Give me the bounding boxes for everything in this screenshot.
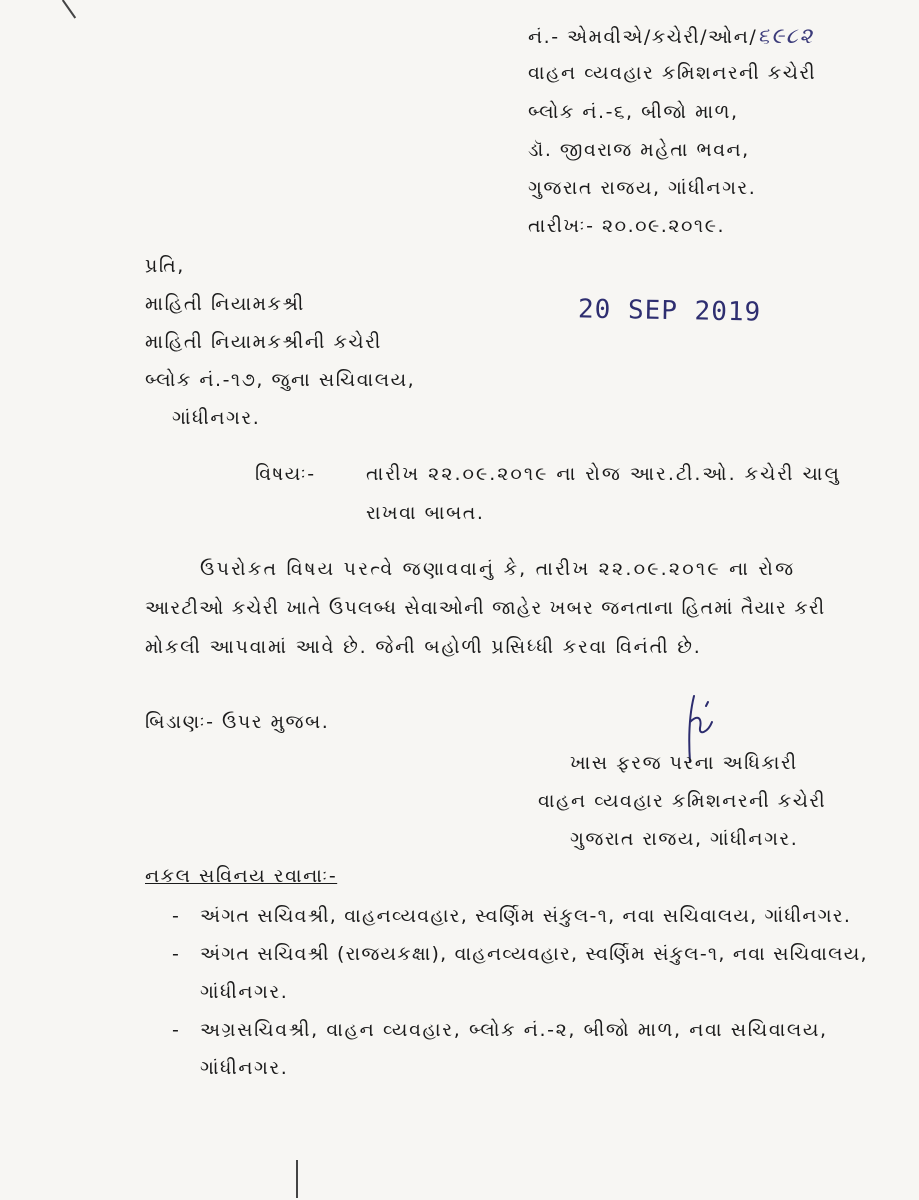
enclosure-note: બિડાણઃ- ઉપર મુજબ.: [145, 711, 330, 733]
signatory-office: વાહન વ્યવહાર કમિશનરની કચેરી: [538, 790, 827, 812]
copy-item-1: અંગત સચિવશ્રી, વાહનવ્યવહાર, સ્વર્ણિમ સંકુલ-૧, નવા સચિવાલય, ગાંધીનગર.: [200, 905, 852, 927]
subject-line-2: રાખવા બાબત.: [366, 502, 485, 524]
signatory-city: ગુજરાત રાજય, ગાંધીનગર.: [570, 828, 799, 850]
subject-label: વિષયઃ-: [255, 463, 316, 485]
signatory-designation: ખાસ ફરજ પરના અધિકારી: [570, 752, 798, 774]
recipient-block: બ્લોક નં.-૧૭, જુના સચિવાલય,: [145, 369, 416, 391]
letter-date: તારીખઃ- ૨૦.૦૯.૨૦૧૯.: [528, 215, 726, 237]
scan-mark: [296, 1160, 298, 1198]
body-line-2: આરટીઓ કચેરી ખાતે ઉપલબ્ધ સેવાઓની જાહેર ખબર જનતાના હિતમાં તૈયાર કરી: [145, 597, 826, 619]
recipient-office: માહિતી નિયામકશ્રીની કચેરી: [145, 331, 382, 353]
copy-to-heading: નકલ સવિનય રવાનાઃ-: [145, 865, 338, 887]
copy-item-dash: -: [172, 905, 181, 927]
scan-mark: [62, 0, 76, 19]
sender-building: ડૉ. જીવરાજ મહેતા ભવન,: [528, 139, 750, 161]
reference-number-text: નં.- એમવીએ/કચેરી/ઓન/: [528, 26, 758, 48]
body-line-3: મોકલી આપવામાં આવે છે. જેની બહોળી પ્રસિધ્ધી કરવા વિનંતી છે.: [145, 636, 702, 658]
copy-item-dash: -: [172, 1019, 181, 1041]
copy-item-3-line-2: ગાંધીનગર.: [200, 1057, 289, 1079]
subject-line-1: તારીખ ૨૨.૦૯.૨૦૧૯ ના રોજ આર.ટી.ઓ. કચેરી ચાલુ: [366, 463, 841, 485]
body-line-1: ઉપરોકત વિષય પરત્વે જણાવવાનું કે, તારીખ ૨૨.૦૯.૨૦૧૯ ના રોજ: [200, 558, 796, 580]
copy-item-3: અગ્રસચિવશ્રી, વાહન વ્યવહાર, બ્લોક નં.-૨, બીજો માળ, નવા સચિવાલય,: [200, 1019, 828, 1041]
handwritten-number: ૬૯૮૨: [757, 24, 814, 49]
copy-item-2-line-2: ગાંધીનગર.: [200, 981, 289, 1003]
sender-block: બ્લોક નં.-૬, બીજો માળ,: [528, 101, 739, 123]
recipient-name: માહિતી નિયામકશ્રી: [145, 293, 305, 315]
copy-item-dash: -: [172, 943, 181, 965]
copy-item-2: અંગત સચિવશ્રી (રાજયકક્ષા), વાહનવ્યવહાર, સ્વર્ણિમ સંકુલ-૧, નવા સચિવાલય,: [200, 943, 868, 965]
sender-office: વાહન વ્યવહાર કમિશનરની કચેરી: [528, 62, 817, 84]
received-date-stamp: 20 SEP 2019: [577, 294, 762, 328]
recipient-to: પ્રતિ,: [145, 255, 185, 277]
reference-number: [528, 24, 814, 49]
sender-city: ગુજરાત રાજય, ગાંધીનગર.: [528, 177, 757, 199]
recipient-city: ગાંધીનગર.: [172, 407, 261, 429]
